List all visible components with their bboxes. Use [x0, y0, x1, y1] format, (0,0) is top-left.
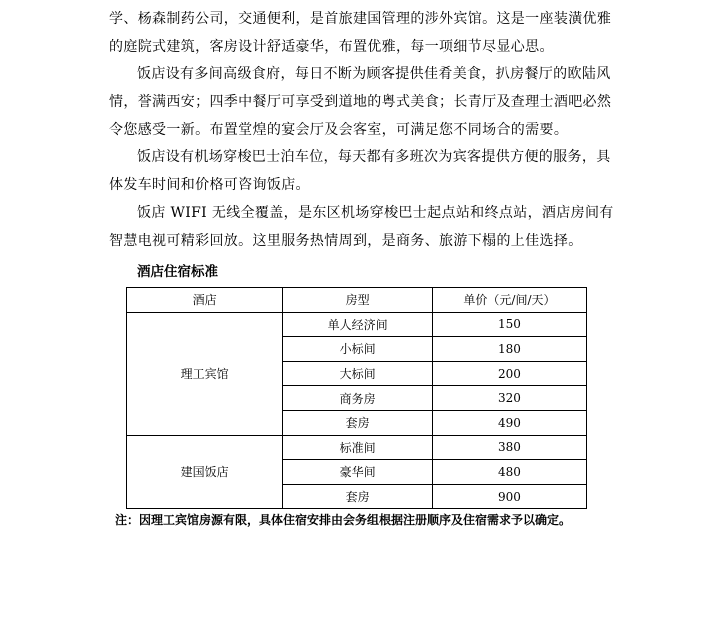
price-cell: 200	[432, 361, 586, 386]
room-type-cell: 大标间	[283, 361, 433, 386]
accommodation-note: 注：因理工宾馆房源有限，具体住宿安排由会务组根据注册顺序及住宿需求予以确定。	[115, 513, 572, 527]
table-row	[127, 435, 587, 460]
table-row	[127, 312, 587, 337]
room-type-cell: 标准间	[283, 435, 433, 460]
paragraph-line: 体发车时间和价格可咨询饭店。	[109, 177, 310, 194]
paragraph-line: 的庭院式建筑，客房设计舒适豪华，布置优雅，每一项细节尽显心思。	[109, 38, 554, 55]
hotel-name-cell: 理工宾馆	[127, 312, 283, 435]
hotel-name-cell: 建国饭店	[127, 435, 283, 509]
body-text	[109, 6, 614, 255]
header-room-type: 房型	[283, 288, 433, 313]
paragraph-line: 令您感受一新。布置堂煌的宴会厅及会客室，可满足您不同场合的需要。	[109, 121, 569, 138]
price-cell: 380	[432, 435, 586, 460]
paragraph-line: 饭店 WIFI 无线全覆盖，是东区机场穿梭巴士起点站和终点站，酒店房间有	[137, 204, 614, 221]
price-cell: 490	[432, 410, 586, 435]
price-cell: 480	[432, 460, 586, 485]
price-cell: 320	[432, 386, 586, 411]
paragraph-line: 饭店设有机场穿梭巴士泊车位，每天都有多班次为宾客提供方便的服务，具	[137, 149, 611, 166]
price-cell: 150	[432, 312, 586, 337]
room-type-cell: 单人经济间	[283, 312, 433, 337]
room-type-cell: 豪华间	[283, 460, 433, 485]
header-hotel: 酒店	[127, 288, 283, 313]
room-type-cell: 商务房	[283, 386, 433, 411]
paragraph-line: 饭店设有多间高级食府，每日不断为顾客提供佳肴美食，扒房餐厅的欧陆风	[137, 66, 611, 83]
price-cell: 900	[432, 484, 586, 509]
table-header-row	[127, 288, 587, 313]
paragraph-line: 学、杨森制药公司，交通便利，是首旅建国管理的涉外宾馆。这是一座装潢优雅	[109, 11, 612, 27]
paragraph-line: 情，誉满西安；四季中餐厅可享受到道地的粤式美食；长青厅及查理士酒吧必然	[109, 94, 612, 111]
room-type-cell: 套房	[283, 484, 433, 509]
rates-table	[126, 287, 587, 509]
room-type-cell: 小标间	[283, 337, 433, 362]
room-type-cell: 套房	[283, 410, 433, 435]
paragraph-line: 智慧电视可精彩回放。这里服务热情周到，是商务、旅游下榻的上佳选择。	[109, 232, 583, 249]
header-price: 单价（元/间/天）	[432, 288, 586, 313]
price-cell: 180	[432, 337, 586, 362]
section-title: 酒店住宿标准	[137, 264, 218, 280]
